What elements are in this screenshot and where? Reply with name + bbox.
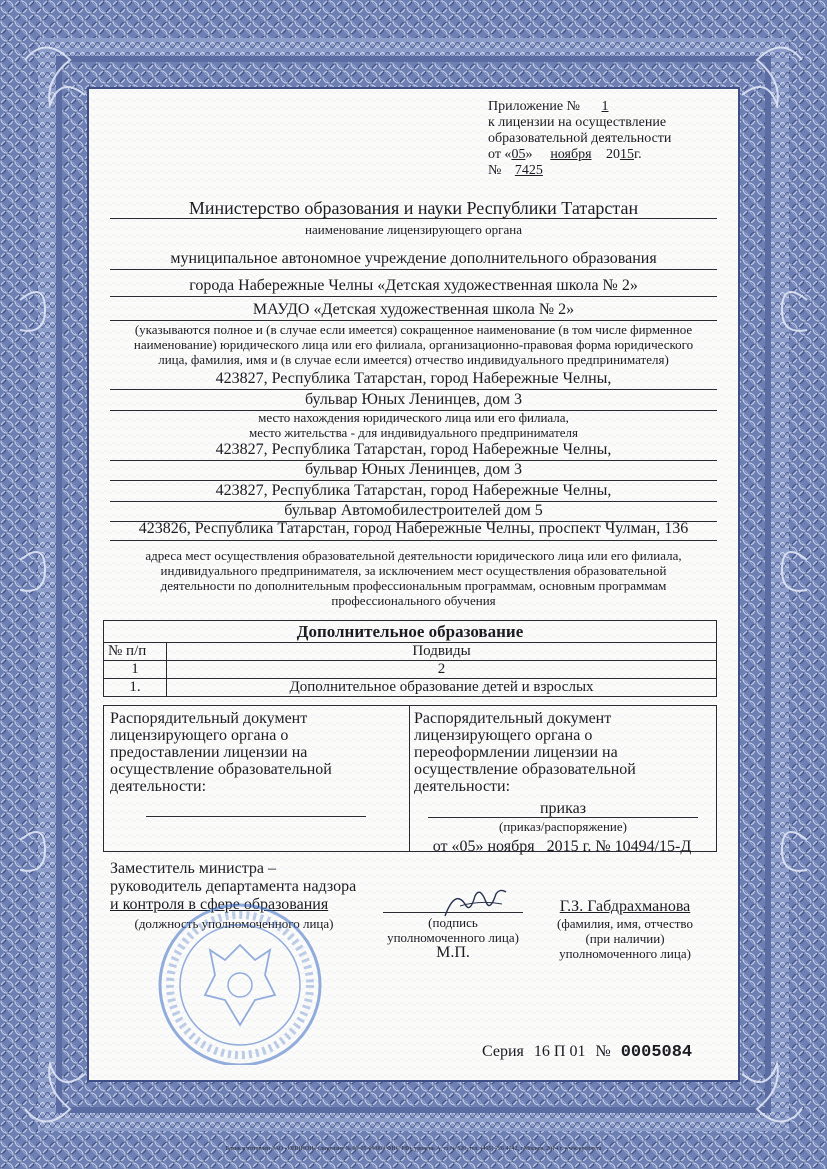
signature-caption bbox=[380, 915, 526, 945]
location-line2: бульвар Юных Ленинцев, дом 3 bbox=[110, 390, 717, 411]
series-number-label: № bbox=[595, 1043, 611, 1060]
appendix-date-day: 05 bbox=[511, 147, 526, 162]
name-caption-line3: уполномоченного лица) bbox=[559, 946, 691, 961]
activity-address-blank-line bbox=[110, 540, 717, 541]
grant-doc-line4: осуществление образовательной bbox=[110, 761, 332, 778]
appendix-line2: к лицензии на осуществление bbox=[488, 115, 667, 130]
reissue-doc-line5: деятельности: bbox=[414, 778, 511, 795]
location-caption-line2: место жительства - для индивидуального предпринимателя bbox=[248, 425, 579, 440]
activity-caption-line2: индивидуального предпринимателя, за исключением мест осуществления образовательной bbox=[160, 563, 667, 578]
row-number: 1. bbox=[104, 679, 167, 697]
table-row bbox=[104, 679, 717, 697]
location-line1: 423827, Республика Татарстан, город Набережные Челны, bbox=[110, 369, 717, 390]
series-number: 0005084 bbox=[620, 1043, 693, 1062]
grant-doc-blank-line bbox=[146, 816, 366, 817]
appendix-date-month: ноября bbox=[550, 147, 592, 162]
activity-address2-line2: бульвар Автомобилестроителей дом 5 bbox=[110, 501, 717, 522]
appendix-date-year: 15 bbox=[619, 147, 634, 162]
org-full-name-line2: города Набережные Челны «Детская художественная школа № 2» bbox=[110, 276, 717, 297]
location-caption bbox=[110, 410, 717, 440]
appendix-line3: образовательной деятельности bbox=[488, 131, 672, 146]
appendix-date-prefix: от « bbox=[488, 147, 512, 162]
reissue-document-box bbox=[408, 705, 717, 855]
appendix-date-suffix: г. bbox=[633, 147, 642, 162]
stamp-place-label: М.П. bbox=[436, 944, 470, 961]
official-stamp-icon bbox=[145, 900, 335, 1065]
org-name-caption bbox=[100, 322, 727, 367]
org-full-name-line1: муниципальное автономное учреждение дополнительного образования bbox=[110, 249, 717, 270]
license-number-label: № bbox=[488, 163, 502, 178]
education-table bbox=[103, 620, 717, 697]
activity-address3: 423826, Республика Татарстан, город Набережные Челны, проспект Чулман, 136 bbox=[138, 520, 689, 537]
activity-address1-line2: бульвар Юных Ленинцев, дом 3 bbox=[110, 460, 717, 481]
col-subtype-header: Подвиды bbox=[167, 643, 717, 661]
blank-series bbox=[482, 1043, 692, 1062]
grant-doc-line1: Распорядительный документ bbox=[110, 710, 308, 727]
appendix-date-year-prefix: 20 bbox=[605, 147, 620, 162]
name-caption-line2: (при наличии) bbox=[585, 931, 665, 946]
grant-document-box bbox=[103, 705, 410, 852]
reissue-doc-line3: переоформлении лицензии на bbox=[414, 744, 618, 761]
signature-caption-line2: уполномоченного лица) bbox=[387, 930, 519, 945]
licensing-organ-name: Министерство образования и науки Республики Татарстан bbox=[110, 198, 717, 219]
col-index-2: 2 bbox=[167, 661, 717, 679]
reissue-doc-reference: от «05» ноября 2015 г. № 10494/15-Д bbox=[432, 838, 692, 855]
row-subtype: Дополнительное образование детей и взрослых bbox=[167, 679, 717, 697]
appendix-header bbox=[488, 99, 708, 179]
position-line1: Заместитель министра – bbox=[110, 860, 276, 877]
position-caption: (должность уполномоченного лица) bbox=[134, 916, 334, 931]
licensing-organ-caption: наименование лицензирующего органа bbox=[305, 222, 522, 237]
activity-address1-line1: 423827, Республика Татарстан, город Набережные Челны, bbox=[110, 440, 717, 461]
reissue-doc-line4: осуществление образовательной bbox=[414, 761, 636, 778]
position-line2: руководитель департамента надзора bbox=[110, 878, 357, 895]
appendix-date-sep: » bbox=[525, 147, 533, 162]
reissue-doc-type-caption: (приказ/распоряжение) bbox=[499, 819, 627, 834]
position-line3: и контроля в сфере образования bbox=[110, 896, 329, 913]
signatory-name: Г.З. Габдрахманова bbox=[559, 898, 691, 915]
org-caption-line2: наименование) юридического лица или его филиала, организационно-правовая форма юридического bbox=[133, 337, 694, 352]
grant-doc-line3: предоставлении лицензии на bbox=[110, 744, 308, 761]
series-value: 16 П 01 bbox=[533, 1043, 586, 1060]
activity-addresses-caption bbox=[110, 548, 717, 608]
series-label: Серия bbox=[482, 1043, 524, 1060]
name-caption-line1: (фамилия, имя, отчество bbox=[557, 916, 693, 931]
appendix-label: Приложение № bbox=[488, 99, 580, 114]
grant-doc-line5: деятельности: bbox=[110, 778, 207, 795]
reissue-doc-type: приказ bbox=[428, 800, 698, 818]
activity-caption-line4: профессионального обучения bbox=[331, 593, 496, 608]
org-caption-line3: лица, фамилия, имя и (в случае если имеется) отчество индивидуального предпринимателя) bbox=[158, 352, 669, 367]
education-table-title: Дополнительное образование bbox=[104, 621, 717, 643]
col-number-header: № п/п bbox=[104, 643, 167, 661]
printer-footer: Бланк изготовлен ЗАО «ОПЦИОН» (лицензия № 05-05-09/003 ФНС РФ), уровень А, тз № 520, тел. (495) 726 4742, г.Москва, 2014 г. www.opcion.ru bbox=[225, 1146, 602, 1152]
activity-caption-line1: адреса мест осуществления образовательной деятельности юридического лица или его филиала, bbox=[145, 548, 682, 563]
activity-caption-line3: деятельности по дополнительным профессиональным программам, основным программам bbox=[160, 578, 667, 593]
col-index-1: 1 bbox=[104, 661, 167, 679]
org-short-name: МАУДО «Детская художественная школа № 2» bbox=[110, 300, 717, 321]
signature-caption-line1: (подпись bbox=[428, 915, 478, 930]
org-caption-line1: (указываются полное и (в случае если имеется) сокращенное наименование (в том числе фирменное bbox=[134, 322, 693, 337]
grant-doc-line2: лицензирующего органа о bbox=[110, 727, 289, 744]
license-number: 7425 bbox=[514, 163, 543, 178]
reissue-doc-line1: Распорядительный документ bbox=[414, 710, 612, 727]
reissue-doc-line2: лицензирующего органа о bbox=[414, 727, 593, 744]
activity-address2-line1: 423827, Республика Татарстан, город Набережные Челны, bbox=[110, 481, 717, 502]
appendix-number: 1 bbox=[601, 99, 609, 114]
location-caption-line1: место нахождения юридического лица или его филиала, bbox=[258, 410, 569, 425]
signatory-name-caption bbox=[545, 916, 705, 961]
